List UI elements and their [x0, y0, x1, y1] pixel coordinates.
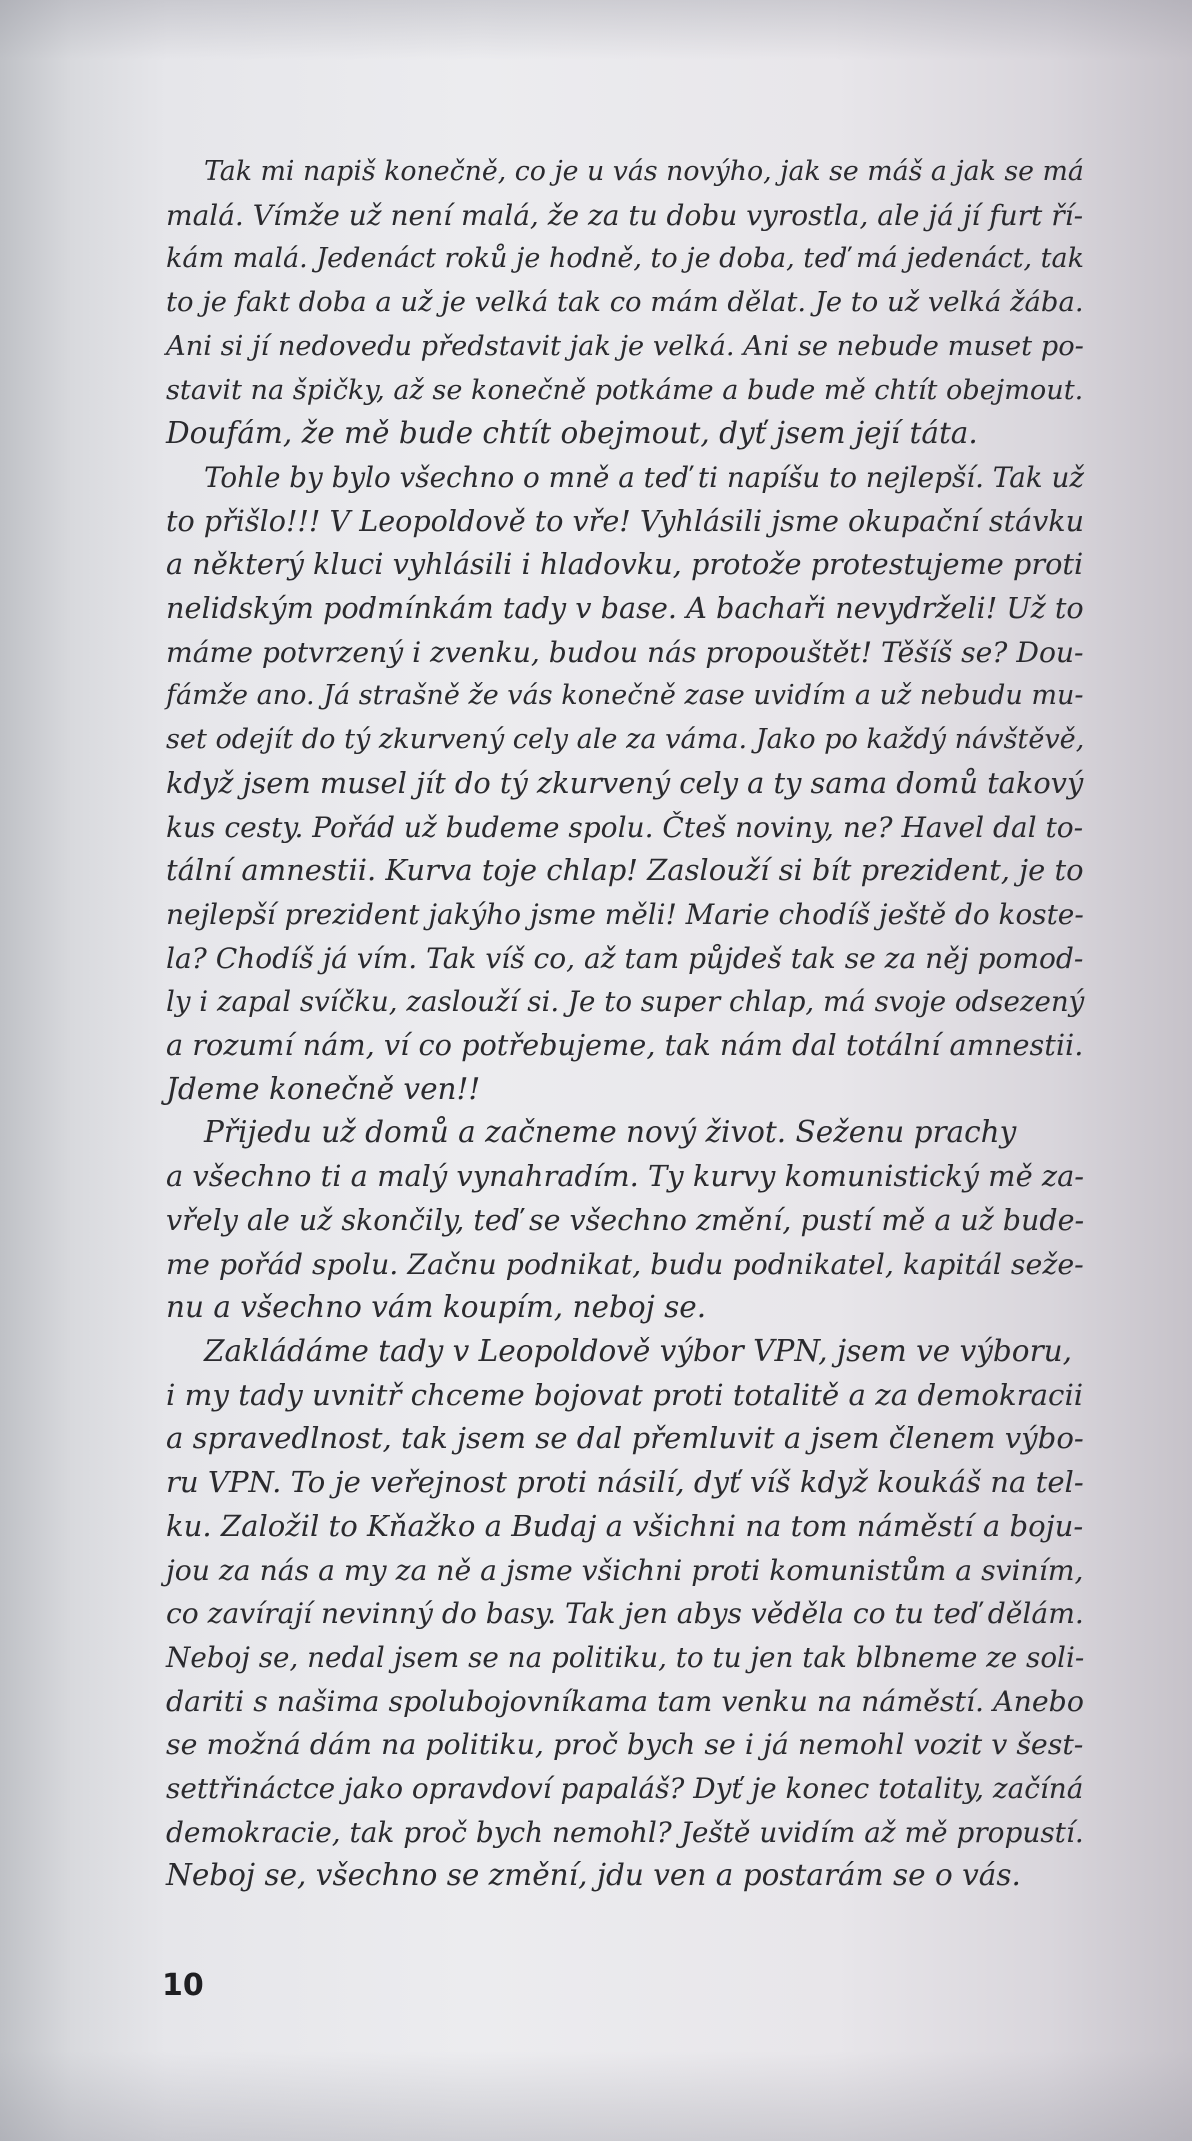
- text-line: Neboj se, všechno se změní, jdu ven a postarám se o vás.: [166, 1858, 1021, 1893]
- text-line: a rozumí nám, ví co potřebujeme, tak nám dal totální amnestii.: [166, 1028, 1084, 1063]
- text-line: ly i zapal svíčku, zaslouží si. Je to super chlap, má svoje odsezený: [166, 985, 1085, 1019]
- page-number: 10: [162, 1968, 204, 2003]
- text-line: máme potvrzený i zvenku, budou nás propouštět! Těšíš se? Dou-: [166, 635, 1084, 669]
- text-line: demokracie, tak proč bych nemohl? Ještě uvidím až mě propustí.: [166, 1815, 1084, 1849]
- text-line: vřely ale už skončily, teď se všechno změní, pustí mě a už bude-: [166, 1203, 1085, 1237]
- text-line: to je fakt doba a už je velká tak co mám dělat. Je to už velká žába.: [166, 287, 1084, 319]
- text-line: me pořád spolu. Začnu podnikat, budu podnikatel, kapitál seže-: [166, 1247, 1084, 1281]
- text-line: tální amnestii. Kurva toje chlap! Zaslouží si bít prezident, je to: [166, 853, 1084, 888]
- text-line: Ani si jí nedovedu představit jak je velká. Ani se nebude muset po-: [166, 330, 1084, 362]
- text-line: ru VPN. To je veřejnost proti násilí, dyť víš když koukáš na tel-: [166, 1465, 1084, 1500]
- text-line: a některý kluci vyhlásili i hladovku, protože protestujeme proti: [166, 547, 1084, 582]
- page-shadow-bottom: [0, 2051, 1192, 2141]
- text-line: malá. Vímže už není malá, že za tu dobu vyrostla, ale já jí furt ří-: [166, 198, 1084, 232]
- text-line: settřináctce jako opravdoví papaláš? Dyť je konec totality, začíná: [166, 1772, 1084, 1806]
- paragraph-4: [166, 1330, 1084, 1898]
- text-line: ku. Založil to Kňažko a Budaj a všichni na tom náměstí a boju-: [166, 1508, 1084, 1543]
- text-line: nelidským podmínkám tady v base. A bachaři nevydrželi! Už to: [166, 591, 1084, 626]
- text-line: Jdeme konečně ven!!: [166, 1071, 481, 1106]
- text-line: Tak mi napiš konečně, co je u vás novýho, jak se máš a jak se má: [204, 156, 1084, 187]
- text-line: co zavírají nevinný do basy. Tak jen abys věděla co tu teď dělám.: [166, 1597, 1084, 1631]
- page-shadow-top: [0, 0, 1192, 60]
- paragraph-3: [166, 1111, 1084, 1330]
- text-line: když jsem musel jít do tý zkurvený cely a ty sama domů takový: [166, 765, 1084, 800]
- text-line: Neboj se, nedal jsem se na politiku, to tu jen tak blbneme ze soli-: [166, 1640, 1085, 1674]
- text-line: se možná dám na politiku, proč bych se i já nemohl vozit v šest-: [166, 1728, 1084, 1762]
- text-line: la? Chodíš já vím. Tak víš co, až tam půjdeš tak se za něj pomod-: [166, 941, 1084, 975]
- text-line: to přišlo!!! V Leopoldově to vře! Vyhlásili jsme okupační stávku: [166, 503, 1085, 538]
- text-line: stavit na špičky, až se konečně potkáme a bude mě chtít obejmout.: [166, 374, 1084, 406]
- text-line: kám malá. Jedenáct roků je hodně, to je doba, teď má jedenáct, tak: [166, 243, 1084, 275]
- text-line: Doufám, že mě bude chtít obejmout, dyť jsem její táta.: [166, 416, 978, 451]
- text-line: a spravedlnost, tak jsem se dal přemluvit a jsem členem výbo-: [166, 1421, 1084, 1456]
- text-line: kus cesty. Pořád už budeme spolu. Čteš noviny, ne? Havel dal to-: [166, 810, 1084, 844]
- text-line: jou za nás a my za ně a jsme všichni proti komunistům a sviním,: [166, 1553, 1084, 1587]
- text-line: i my tady uvnitř chceme bojovat proti totalitě a za demokracii: [166, 1377, 1084, 1412]
- text-line: Tohle by bylo všechno o mně a teď ti napíšu to nejlepší. Tak už: [204, 460, 1085, 494]
- text-line: a všechno ti a malý vynahradím. Ty kurvy komunistický mě za-: [166, 1159, 1085, 1194]
- text-line: Přijedu už domů a začneme nový život. Seženu prachy: [204, 1115, 1017, 1150]
- paragraph-1: [166, 150, 1084, 456]
- text-line: nejlepší prezident jakýho jsme měli! Marie chodíš ještě do koste-: [166, 897, 1084, 931]
- text-line: set odejít do tý zkurvený cely ale za váma. Jako po každý návštěvě,: [166, 724, 1085, 756]
- text-line: nu a všechno vám koupím, neboj se.: [166, 1290, 707, 1325]
- text-line: dariti s našima spolubojovníkama tam venku na náměstí. Anebo: [166, 1684, 1084, 1718]
- paragraph-2: [166, 456, 1084, 1112]
- body-text: [166, 150, 1084, 1898]
- text-line: Zakládáme tady v Leopoldově výbor VPN, jsem ve výboru,: [204, 1333, 1073, 1368]
- text-line: fámže ano. Já strašně že vás konečně zase uvidím a už nebudu mu-: [166, 680, 1084, 712]
